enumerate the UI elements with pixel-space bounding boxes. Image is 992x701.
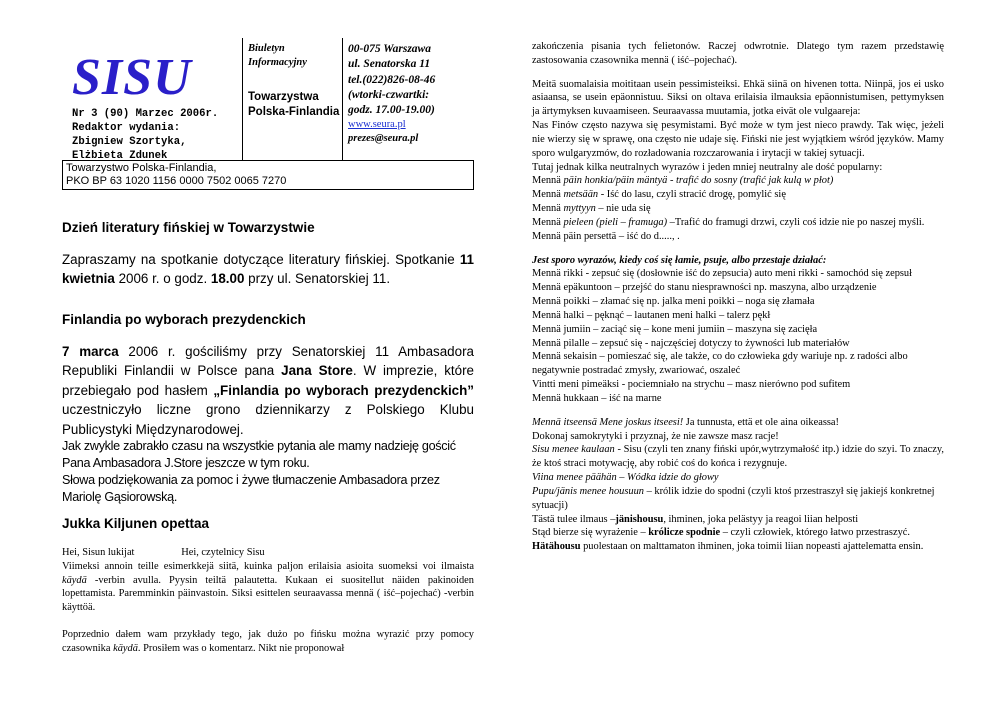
address-line: 00-075 Warszawa <box>348 43 431 55</box>
address-block <box>348 42 476 146</box>
list-item: Mennä halki – pęknąć – lautanen meni halki – talerz pękł <box>532 309 771 321</box>
address-line: tel.(022)826-08-46 <box>348 73 436 86</box>
example-line: Mennä päin persettä – iść do d....., . <box>532 230 680 242</box>
issue-info: Nr 3 (90) Marzec 2006r. Redaktor wydania: Zbigniew Szortyka, Elżbieta Zdunek <box>72 108 219 163</box>
example-line: Mennä metsään - Iść do lasu, czyli stracić drogę, pomylić się <box>532 189 786 201</box>
paragraph: Nas Finów często nazywa się pesymistami. Być może w tym jest nieco prawdy. Tak więc, jeżeli nie wierzy się w sprawę, ona często nie udaje się. Fiński nie jest wyjątkiem wśród języków. Mamy sporo wulgaryzmów, do rozładowania rozczarowania i irytacji w takiej sytuacji. <box>532 120 944 159</box>
list-item: Mennä rikki - zepsuć się (dosłownie iść do zepsucia) auto meni rikki - samochód się zepsuł <box>532 268 913 280</box>
bank-account-number: PKO BP 63 1020 1156 0000 7502 0065 7270 <box>66 174 287 187</box>
left-column <box>62 38 474 654</box>
masthead <box>62 38 474 187</box>
list-item: Sisu menee kaulaan - Sisu (czyli ten znany fiński upór,wytrzymałość itp.) idzie do szyi. To znaczy, że ktoś straci motywację, aby robić coś do końca i rezygnuje. <box>532 444 944 470</box>
section-heading: Jukka Kiljunen opettaa <box>62 516 210 531</box>
bank-line: Towarzystwo Polska-Finlandia, <box>66 162 217 174</box>
list-item: Viina menee päähän – Wódka idzie do głowy <box>532 472 719 484</box>
list-item: Mennä jumiin – zaciąć się – kone meni jumiin – maszyna się zacięła <box>532 323 818 335</box>
list-item: Mennä hukkaan – iść na marne <box>532 392 662 404</box>
list-item: Stąd bierze się wyrażenie – królicze spodnie – czyli człowiek, którego łatwo przestraszyć. <box>532 527 910 539</box>
address-line: ul. Senatorska 11 <box>348 58 431 71</box>
org-name: Towarzystwa Polska-Finlandia <box>248 91 340 119</box>
paragraph: Słowa podziękowania za pomoc i żywe tłumaczenie Ambasadora przez Mariolę Gąsiorowską. <box>62 473 440 505</box>
bank-account-box <box>62 160 474 190</box>
example-line: Mennä myttyyn – nie uda się <box>532 203 651 215</box>
paragraph: 7 marca 2006 r. gościliśmy przy Senatorskiej 11 Ambasadora Republiki Finlandii w Polsce pana Jana Store. W imprezie, które przebiegało pod hasłem „Finlandia po wyborach prezydenckich” uczestniczyło liczne grono dziennikarzy z Polskiego Klubu Publicystyki Międzynarodowej. <box>62 344 474 437</box>
paragraph: Zapraszamy na spotkanie dotyczące literatury fińskiej. Spotkanie 11 kwietnia 2006 r. o godz. 18.00 przy ul. Senatorskiej 11. <box>62 252 474 287</box>
example-line: Mennä pieleen (pieli – framuga) –Trafić do framugi drzwi, czyli coś idzie nie po naszej myśli. <box>532 216 925 228</box>
sisu-logo: SISU <box>72 49 192 106</box>
example-line: Mennä päin honkia/päin mäntyä - trafić do sosny (trafić jak kulą w płot) <box>532 175 834 187</box>
list-item: Mennä sekaisin – pomieszać się, ale także, co do człowieka gdy wariuje np. z radości albo negatywnie postradać zmysły, zwariować, oszaleć <box>532 351 908 377</box>
list-item: Mennä epäkuntoon – przejść do stanu niesprawności np. maszyna, albo urządzenie <box>532 282 877 294</box>
paragraph: Hei, Sisun lukijat Hei, czytelnicy Sisu Viimeksi annoin teille esimerkkejä siitä, kuinka paljon erilaisia asioita suomeksi voi ilmaista käydä -verbin avulla. Pyysin teiltä palautetta. Kukaan ei suositellut näiden pakinoiden lopettamista. Paremminkin päinvastoin. Siksi esittelen seuraavassa mennä ( iść–pojechać) -verbin käyttöä. <box>62 547 474 614</box>
section-heading: Finlandia po wyborach prezydenckich <box>62 312 306 327</box>
address-line: godz. 17.00-19.00) <box>348 104 435 117</box>
list-item: Hätähousu puolestaan on malttamaton ihminen, joka toimii liian nopeasti ajattelematta ensin. <box>532 541 924 553</box>
list-item: Dokonaj samokrytyki i przyznaj, że nie zawsze masz racje! <box>532 430 779 442</box>
list-item: Vintti meni pimeäksi - pociemniało na strychu – masz nierówno pod sufitem <box>532 379 851 391</box>
list-item: Tästä tulee ilmaus –jänishousu, ihminen, joka pelästyy ja reagoi liian helposti <box>532 513 859 525</box>
paragraph: Jak zwykle zabrakło czasu na wszystkie pytania ale mamy nadzieję gościć Pana Ambasadora J.Store jeszcze w tym roku. <box>62 439 456 471</box>
address-line: (wtorki-czwartki: <box>348 88 430 101</box>
paragraph: Poprzednio dałem wam przykłady tego, jak dużo po fińsku można wyrazić przy pomocy czasownika käydä. Prosiłem was o komentarz. Nikt nie proponował <box>62 629 474 654</box>
divider <box>342 38 343 160</box>
divider <box>242 38 243 160</box>
list-item: Mennä pilalle – zepsuć się - najczęściej dotyczy to żywności lub materiałów <box>532 337 850 349</box>
paragraph: Meitä suomalaisia moititaan usein pessimisteiksi. Ehkä siinä on hivenen totta. Niinpä, jos ei usko asiaansa, se usein epäonnistuu. Siksi on oltava erilaisia ilmauksia epäonnistumisen, pettymyksen ja ärtymyksen kuvaamiseen. Seuraavassa muutamia, jotka eivät ole vulgaareja: <box>532 78 944 118</box>
section-heading: Dzień literatury fińskiej w Towarzystwie <box>62 220 315 235</box>
paragraph: Tutaj jednak kilka neutralnych wyrazów i jeden mniej neutralny ale dość popularny: <box>532 161 883 173</box>
list-item: Mennä poikki – złamać się np. jalka meni poikki – noga się złamała <box>532 296 815 308</box>
paragraph: zakończenia pisania tych felietonów. Raczej odwrotnie. Dlatego tym razem przedstawię zastosowania czasownika mennä ( iść–pojechać). <box>532 41 944 66</box>
list-item: Mennä itseensä Mene joskus itseesi! Ja tunnusta, että et ole aina oikeassa! <box>532 416 840 428</box>
right-column <box>532 40 944 554</box>
list-item: Pupu/jänis menee housuun – królik idzie do spodni (czyli ktoś przestraszył się jakiejś konkretnej sytuacji) <box>532 485 935 511</box>
website-link[interactable]: www.seura.pl <box>348 119 406 131</box>
email-address: prezes@seura.pl <box>348 133 419 145</box>
subheading: Jest sporo wyrazów, kiedy coś się łamie, psuje, albo przestaje działać: <box>532 254 827 266</box>
bulletin-label: Biuletyn Informacyjny <box>248 43 307 68</box>
